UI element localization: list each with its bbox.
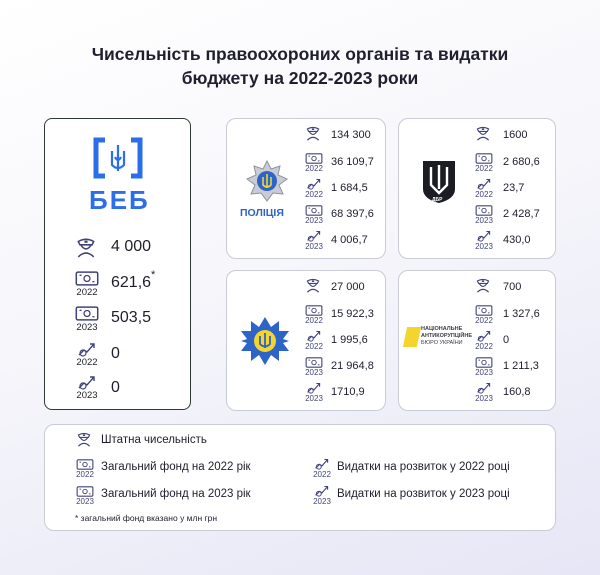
dbr-general-2022-value: 2 680,6 (503, 156, 540, 168)
growth-icon (314, 457, 330, 470)
year-label: 2023 (305, 216, 323, 225)
legend-dev-2022-label: Видатки на розвиток у 2022 році (337, 461, 510, 473)
year-label: 2023 (475, 216, 493, 225)
year-label: 2023 (76, 322, 98, 333)
beb-logo-text: БЕБ (89, 185, 150, 215)
beb-staff-value: 4 000 (111, 238, 152, 255)
sbu-general-2022-value: 15 922,3 (331, 308, 374, 320)
staff-icon (475, 125, 491, 141)
money-icon (76, 486, 94, 497)
staff-icon (76, 431, 92, 447)
year-label: 2022 (76, 287, 98, 298)
nabu-staff-value: 700 (503, 281, 522, 293)
nabu-general-2023-value: 1 211,3 (503, 360, 539, 372)
money-icon (305, 153, 323, 164)
sbu-dev-2023-value: 1710,9 (331, 386, 365, 398)
money-icon (475, 357, 493, 368)
nabu-logo-line-2: АНТИКОРУПЦІЙНЕ (421, 333, 473, 339)
footnote: * загальний фонд вказано у млн грн (75, 513, 218, 523)
legend-dev-2023-label: Видатки на розвиток у 2023 році (337, 488, 510, 500)
year-label: 2022 (313, 470, 331, 479)
legend-general-2023-label: Загальний фонд на 2023 рік (101, 488, 251, 500)
year-label: 2023 (305, 368, 323, 377)
year-label: 2022 (305, 316, 323, 325)
staff-icon (305, 125, 321, 141)
police-dev-2023-value: 4 006,7 (331, 234, 368, 246)
year-label: 2022 (475, 190, 493, 199)
dbr-dev-2022-value: 23,7 (503, 182, 525, 194)
title-line-1: Чисельність правоохороних органів та видатки (91, 44, 509, 64)
beb-dev-2022-value: 0 (111, 345, 120, 362)
nabu-dev-2022-value: 0 (503, 334, 510, 346)
year-label: 2022 (76, 470, 94, 479)
staff-icon (305, 277, 321, 293)
year-label: 2023 (475, 368, 493, 377)
growth-icon (476, 177, 492, 190)
legend-box (44, 424, 556, 531)
sbu-dev-2022-value: 1 995,6 (331, 334, 368, 346)
year-label: 2022 (475, 164, 493, 173)
growth-icon (306, 177, 322, 190)
nabu-logo-mark (403, 327, 421, 347)
year-label: 2022 (475, 316, 493, 325)
growth-icon (306, 229, 322, 242)
year-label: 2023 (305, 242, 323, 251)
dbr-dev-2023-value: 430,0 (503, 234, 531, 246)
card-police (226, 118, 386, 259)
money-icon (305, 205, 323, 216)
year-label: 2023 (305, 394, 323, 403)
sbu-staff-value: 27 000 (331, 281, 365, 293)
year-label: 2023 (475, 394, 493, 403)
asterisk: * (151, 269, 156, 281)
year-label: 2022 (305, 190, 323, 199)
police-logo-text: ПОЛІЦІЯ (240, 207, 284, 219)
year-label: 2023 (76, 390, 98, 401)
card-nabu (398, 270, 556, 411)
nabu-logo-line-3: БЮРО УКРАЇНИ (421, 340, 463, 346)
sbu-emblem-icon (239, 315, 291, 367)
dbr-staff-value: 1600 (503, 129, 528, 141)
money-icon (475, 153, 493, 164)
year-label: 2023 (475, 242, 493, 251)
legend-general-2022-label: Загальний фонд на 2022 рік (101, 461, 251, 473)
dbr-logo-text: ДБР (432, 197, 443, 203)
police-dev-2022-value: 1 684,5 (331, 182, 368, 194)
beb-general-2022-value: 621,6 (111, 274, 152, 291)
beb-logo-icon (93, 137, 143, 179)
title-line-2: бюджету на 2022-2023 роки (181, 68, 419, 88)
growth-icon (306, 329, 322, 342)
growth-icon (314, 484, 330, 497)
year-label: 2023 (76, 497, 94, 506)
year-label: 2023 (313, 497, 331, 506)
money-icon (305, 305, 323, 316)
card-sbu (226, 270, 386, 411)
dbr-general-2023-value: 2 428,7 (503, 208, 540, 220)
year-label: 2022 (475, 342, 493, 351)
growth-icon (476, 381, 492, 394)
page-title (0, 42, 600, 90)
growth-icon (476, 329, 492, 342)
police-staff-value: 134 300 (331, 129, 371, 141)
nabu-general-2022-value: 1 327,6 (503, 308, 540, 320)
police-general-2022-value: 36 109,7 (331, 156, 374, 168)
staff-icon (75, 236, 97, 258)
growth-icon (77, 374, 97, 390)
police-star-icon (245, 159, 289, 203)
card-beb (44, 118, 191, 410)
money-icon (305, 357, 323, 368)
police-general-2023-value: 68 397,6 (331, 208, 374, 220)
legend-staff-label: Штатна чисельність (101, 434, 207, 446)
nabu-dev-2023-value: 160,8 (503, 386, 531, 398)
year-label: 2022 (76, 357, 98, 368)
growth-icon (77, 341, 97, 357)
growth-icon (306, 381, 322, 394)
year-label: 2022 (305, 164, 323, 173)
beb-general-2023-value: 503,5 (111, 309, 152, 326)
growth-icon (476, 229, 492, 242)
money-icon (475, 305, 493, 316)
money-icon (475, 205, 493, 216)
sbu-general-2023-value: 21 964,8 (331, 360, 374, 372)
year-label: 2022 (305, 342, 323, 351)
money-icon (75, 271, 99, 286)
card-dbr (398, 118, 556, 259)
staff-icon (475, 277, 491, 293)
nabu-logo-line-1: НАЦІОНАЛЬНЕ (421, 326, 463, 332)
money-icon (75, 306, 99, 321)
money-icon (76, 459, 94, 470)
beb-dev-2023-value: 0 (111, 379, 120, 396)
